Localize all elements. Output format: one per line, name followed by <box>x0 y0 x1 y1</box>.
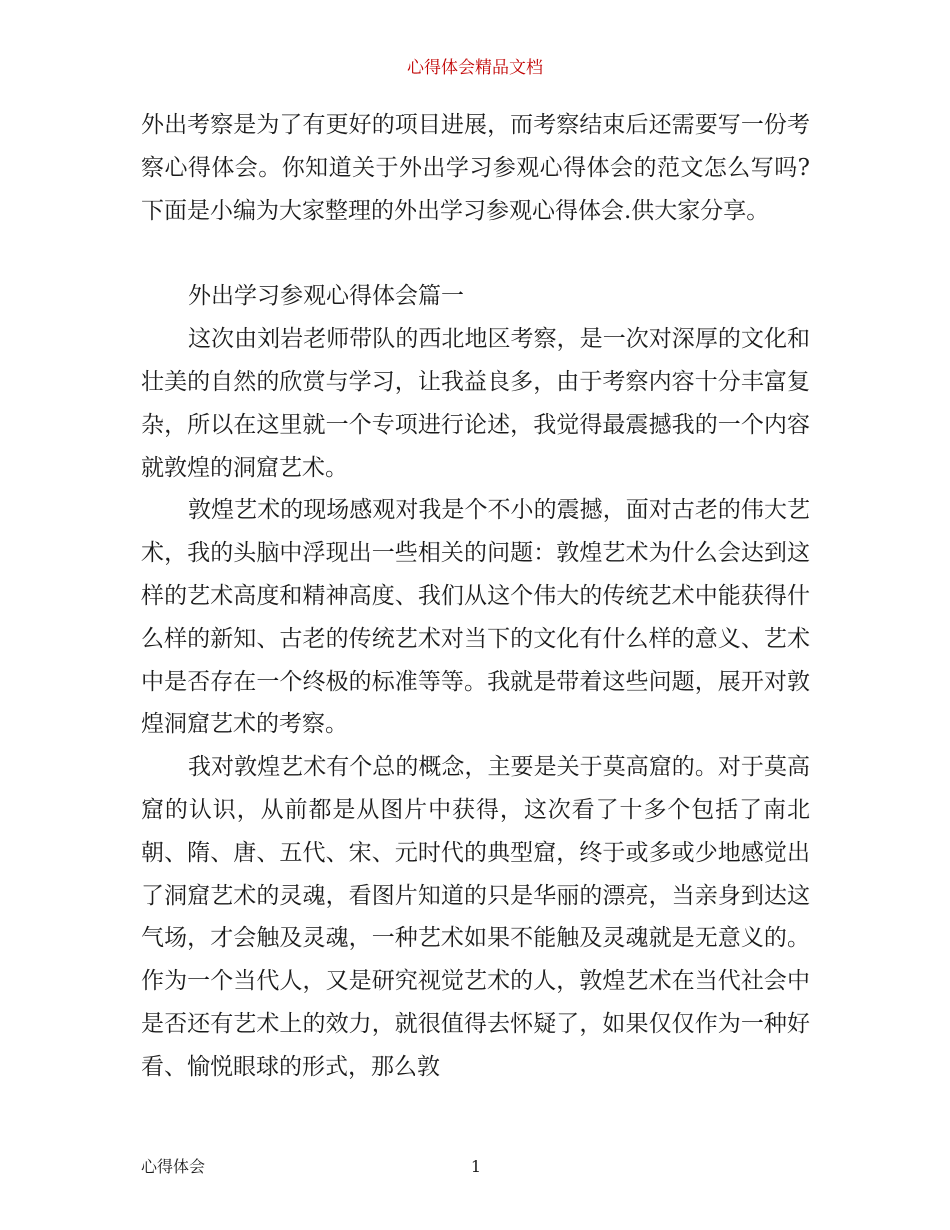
document-body <box>141 104 810 1089</box>
intro-paragraph: 外出考察是为了有更好的项目进展，而考察结束后还需要写一份考察心得体会。你知道关于外出学习参观心得体会的范文怎么写吗?下面是小编为大家整理的外出学习参观心得体会.供大家分享。 <box>141 112 810 224</box>
body-paragraph-3: 我对敦煌艺术有个总的概念，主要是关于莫高窟的。对于莫高窟的认识，从前都是从图片中获得，这次看了十多个包括了南北朝、隋、唐、五代、宋、元时代的典型窟，终于或多或少地感觉出了洞窟艺术的灵魂，看图片知道的只是华丽的漂亮，当亲身到达这气场，才会触及灵魂，一种艺术如果不能触及灵魂就是无意义的。作为一个当代人，又是研究视觉艺术的人，敦煌艺术在当代社会中是否还有艺术上的效力，就很值得去怀疑了，如果仅仅作为一种好看、愉悦眼球的形式，那么敦 <box>141 754 810 1080</box>
footer-label: 心得体会 <box>141 1157 206 1176</box>
page-header-title: 心得体会精品文档 <box>407 58 543 78</box>
page-number: 1 <box>470 1157 482 1176</box>
body-paragraph-1: 这次由刘岩老师带队的西北地区考察，是一次对深厚的文化和壮美的自然的欣赏与学习，让我益良多，由于考察内容十分丰富复杂，所以在这里就一个专项进行论述，我觉得最震撼我的一个内容就敦煌的洞窟艺术。 <box>141 326 810 481</box>
body-paragraph-2: 敦煌艺术的现场感观对我是个不小的震撼，面对古老的伟大艺术，我的头脑中浮现出一些相关的问题：敦煌艺术为什么会达到这样的艺术高度和精神高度、我们从这个伟大的传统艺术中能获得什么样的新知、古老的传统艺术对当下的文化有什么样的意义、艺术中是否存在一个终极的标准等等。我就是带着这些问题，展开对敦煌洞窟艺术的考察。 <box>141 497 810 738</box>
section-title: 外出学习参观心得体会篇一 <box>188 283 464 310</box>
page-footer <box>141 1155 810 1179</box>
